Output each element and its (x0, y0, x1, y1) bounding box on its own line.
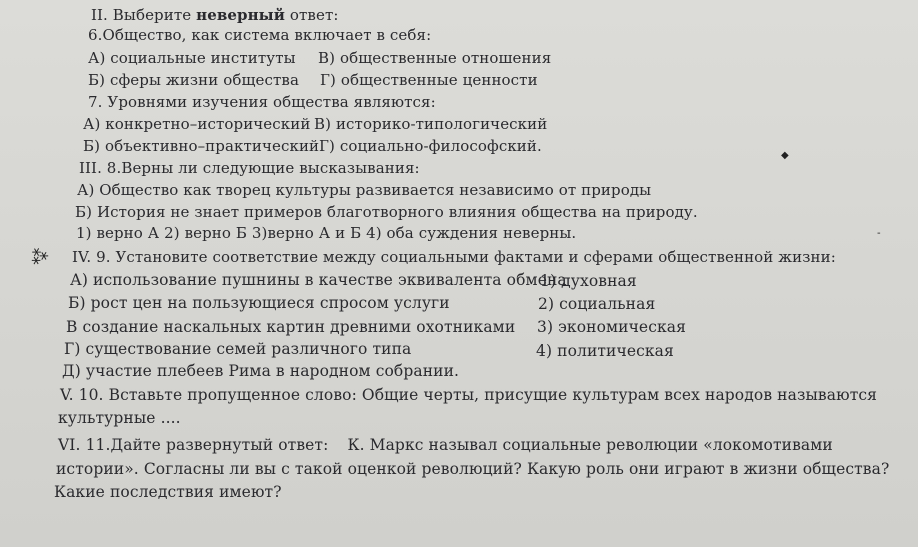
q7-option-a: А) конкретно–исторический (83, 115, 311, 133)
q6-option-b: Б) сферы жизни общества (88, 71, 299, 89)
q9-sphere-4: 4) политическая (536, 342, 674, 360)
q8-answers: 1) верно А 2) верно Б 3)верно А и Б 4) оба суждения неверны. (76, 224, 577, 242)
q9-fact-d: Д) участие плебеев Рима в народном собрании. (62, 362, 460, 380)
q9-fact-v: В создание наскальных картин древними охотниками (66, 318, 516, 336)
section-2-heading: II. Выберите неверный ответ: (91, 6, 339, 24)
q9-fact-b: Б) рост цен на пользующиеся спросом услуги (68, 294, 450, 312)
heading-bold-word: неверный (196, 6, 286, 24)
question-10-line-2: культурные .... (58, 409, 181, 427)
q8-statement-a: А) Общество как творец культуры развивается независимо от природы (77, 181, 652, 199)
q6-option-v: В) общественные отношения (318, 49, 552, 67)
q7-option-g: Г) социально-философский. (319, 137, 542, 155)
question-11-line-1: VI. 11.Дайте развернутый ответ: К. Маркс называл социальные революции «локомотивами (58, 436, 833, 454)
q9-fact-a: А) использование пушнины в качестве эквивалента обмена (70, 271, 567, 289)
q9-sphere-1: 1) духовная (540, 272, 637, 290)
question-6: 6.Общество, как система включает в себя: (88, 26, 432, 44)
question-10-line-1: V. 10. Вставьте пропущенное слово: Общие черты, присущие культурам всех народов называются (60, 386, 878, 404)
pen-mark-icon: ⁂ (25, 242, 53, 271)
ink-dot-icon: ◆ (781, 150, 789, 161)
question-8: III. 8.Верны ли следующие высказывания: (79, 159, 420, 177)
q8-statement-b: Б) История не знает примеров благотворного влияния общества на природу. (75, 203, 698, 221)
q6-option-g: Г) общественные ценности (320, 71, 538, 89)
q6-option-a: А) социальные институты (88, 49, 296, 67)
ink-dash-icon: - (877, 228, 881, 239)
question-7: 7. Уровнями изучения общества являются: (88, 93, 436, 111)
question-9: IV. 9. Установите соответствие между социальными фактами и сферами общественной жизни: (72, 248, 836, 266)
q7-option-b: Б) объективно–практический (83, 137, 320, 155)
q9-sphere-3: 3) экономическая (537, 318, 686, 336)
q9-fact-g: Г) существование семей различного типа (64, 340, 412, 358)
q9-sphere-2: 2) социальная (538, 295, 656, 313)
q7-option-v: В) историко-типологический (314, 115, 548, 133)
question-11-line-2: истории». Согласны ли вы с такой оценкой революций? Какую роль они играют в жизни общества? (56, 460, 890, 478)
question-11-line-3: Какие последствия имеют? (54, 483, 282, 501)
